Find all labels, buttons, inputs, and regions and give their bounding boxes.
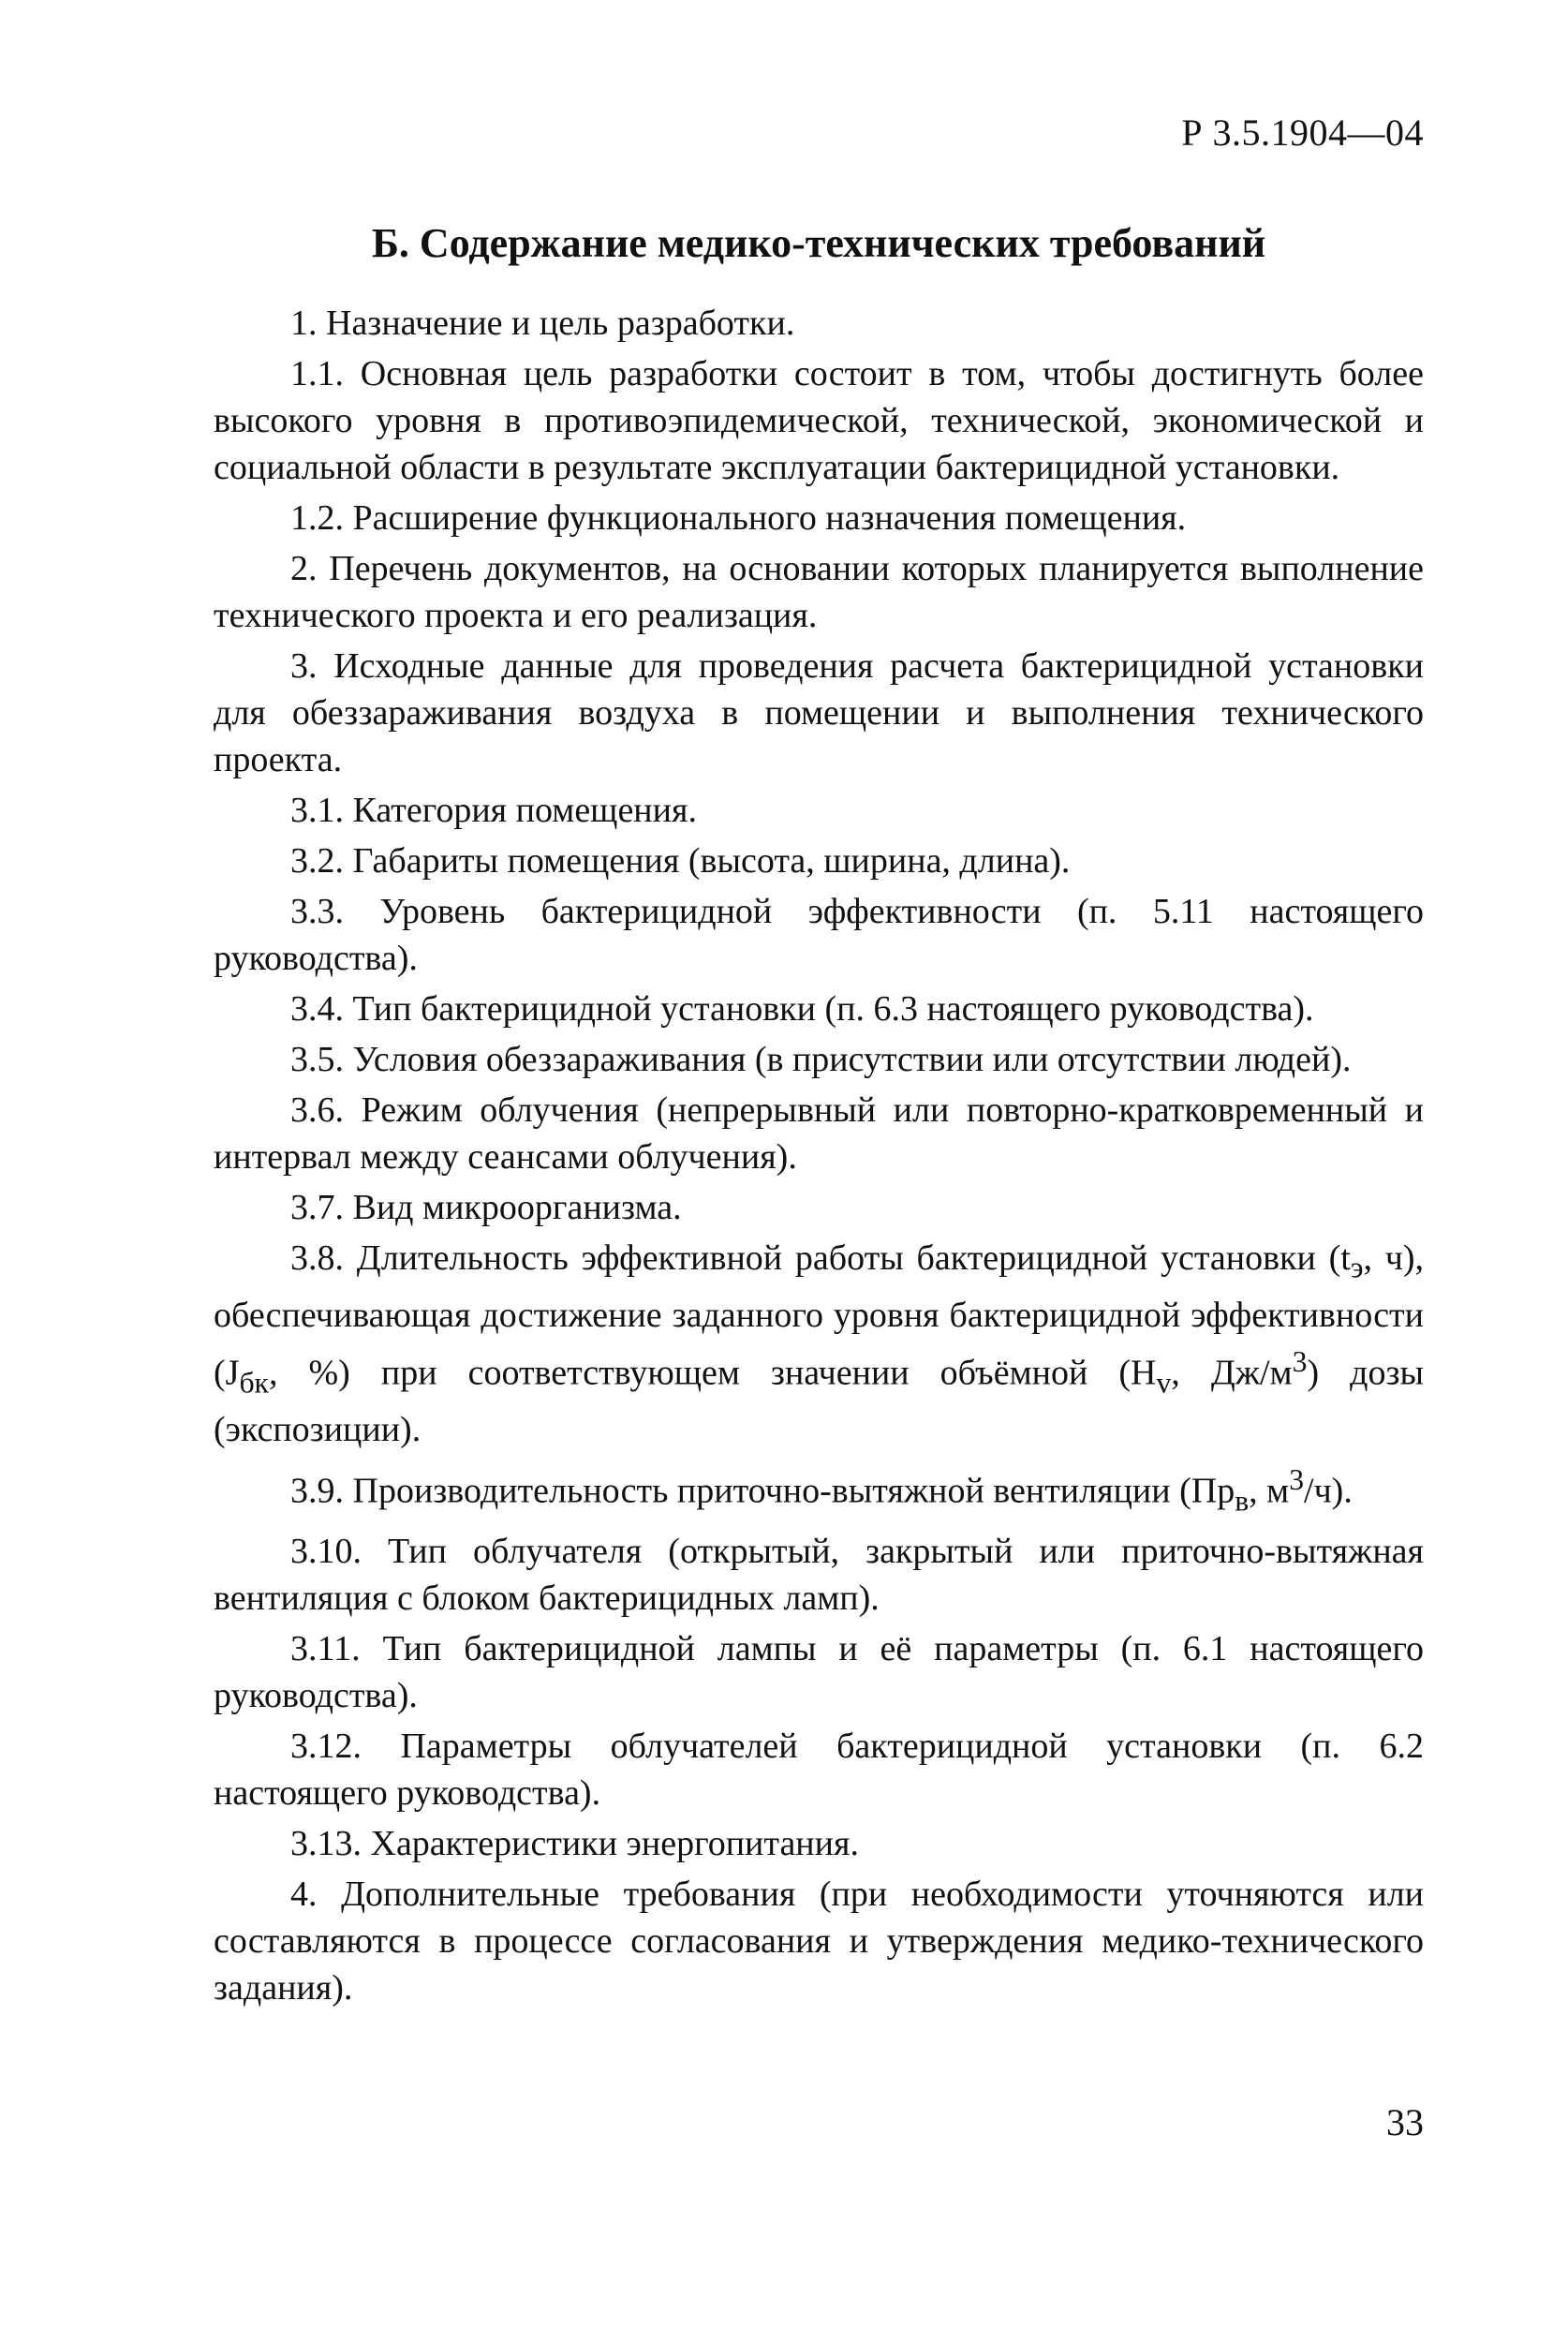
- section-title: Б. Содержание медико-технических требований: [371, 220, 1266, 266]
- paragraph-3: 3. Исходные данные для проведения расчета бактерицидной установки для обеззараживания воздуха в помещении и выполнения технического проекта.: [214, 646, 1424, 779]
- paragraph-3-13: 3.13. Характеристики энергопитания.: [290, 1824, 859, 1864]
- paragraph-3-5: 3.5. Условия обеззараживания (в присутствии или отсутствии людей).: [290, 1040, 1352, 1079]
- paragraph-1: 1. Назначение и цель разработки.: [290, 304, 795, 343]
- p38-text-e: ) дозы (экспозиции).: [214, 1353, 1425, 1449]
- p39-sub-pr: в: [1235, 1484, 1250, 1518]
- p38-text-d: , Дж/м: [1171, 1353, 1293, 1393]
- paragraph-1-1: 1.1. Основная цель разработки состоит в том, чтобы достигнуть более высокого уровня в противоэпидемической, технической, экономической и социальной области в результате эксплуатации бактерицидной установки.: [214, 354, 1424, 487]
- section-body: [214, 300, 1424, 2015]
- paragraph-4: 4. Дополнительные требования (при необходимости уточняются или составляются в процессе согласования и утверждения медико-технического задания).: [214, 1875, 1424, 2008]
- p38-sub-t: э: [1350, 1251, 1364, 1284]
- paragraph-3-8: [214, 1235, 1424, 1453]
- document-code: Р 3.5.1904—04: [1181, 111, 1424, 154]
- paragraph-1-2: 1.2. Расширение функционального назначения помещения.: [290, 498, 1187, 538]
- p38-text-a: 3.8. Длительность эффективной работы бактерицидной установки (t: [290, 1238, 1351, 1278]
- p38-sub-h: v: [1156, 1365, 1172, 1399]
- p38-sup-m: 3: [1292, 1344, 1308, 1378]
- p39-text-a: 3.9. Производительность приточно-вытяжной вентиляции (Пр: [290, 1471, 1235, 1511]
- paragraph-2: 2. Перечень документов, на основании которых планируется выполнение технического проекта и его реализация.: [214, 549, 1424, 635]
- paragraph-3-7: 3.7. Вид микроорганизма.: [290, 1188, 682, 1227]
- p38-text-b: , ч), обеспечивающая достижение заданного уровня бактерицидной эффективности (J: [214, 1238, 1425, 1393]
- paragraph-3-9: [214, 1457, 1424, 1524]
- paragraph-3-3: 3.3. Уровень бактерицидной эффективности (п. 5.11 настоящего руководства).: [214, 892, 1424, 978]
- p39-text-b: , м: [1249, 1471, 1290, 1511]
- p38-text-c: , %) при соответствующем значении объёмной (H: [268, 1353, 1157, 1393]
- p38-sub-j: бк: [239, 1365, 269, 1399]
- paragraph-3-4: 3.4. Тип бактерицидной установки (п. 6.3 настоящего руководства).: [290, 989, 1314, 1029]
- p39-text-c: /ч).: [1304, 1471, 1353, 1511]
- paragraph-3-10: 3.10. Тип облучателя (открытый, закрытый или приточно-вытяжная вентиляция с блоком бактерицидных ламп).: [214, 1532, 1424, 1619]
- paragraph-3-1: 3.1. Категория помещения.: [290, 791, 697, 830]
- paragraph-3-12: 3.12. Параметры облучателей бактерицидной установки (п. 6.2 настоящего руководства).: [214, 1727, 1424, 1814]
- page-number: 33: [1386, 2101, 1424, 2143]
- paragraph-3-11: 3.11. Тип бактерицидной лампы и её параметры (п. 6.1 настоящего руководства).: [214, 1629, 1424, 1716]
- p39-sup-m: 3: [1289, 1462, 1305, 1496]
- paragraph-3-6: 3.6. Режим облучения (непрерывный или повторно-кратковременный и интервал между сеансами облучения).: [214, 1090, 1424, 1177]
- paragraph-3-2: 3.2. Габариты помещения (высота, ширина, длина).: [290, 841, 1071, 881]
